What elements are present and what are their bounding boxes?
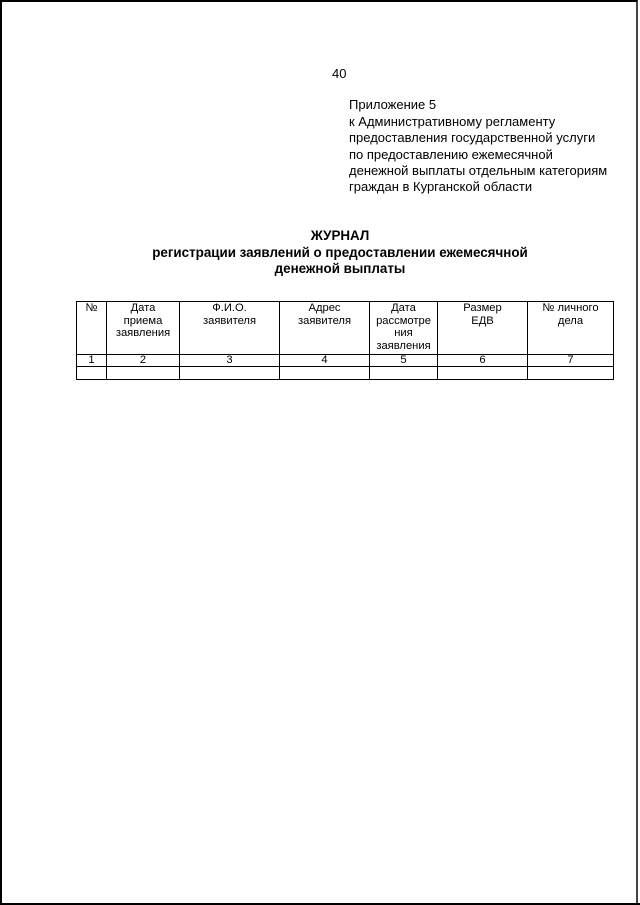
col-header-number: № (77, 302, 107, 355)
empty-cell (438, 367, 528, 380)
empty-cell (180, 367, 280, 380)
col-header-review-date: Дата рассмотре ния заявления (370, 302, 438, 355)
table-header-row (77, 302, 614, 355)
appendix-block (349, 97, 607, 195)
journal-title: ЖУРНАЛ (310, 228, 370, 243)
table-empty-row (77, 367, 614, 380)
appendix-line: граждан в Курганской области (349, 179, 533, 195)
col-header-payment-amount: Размер ЕДВ (438, 302, 528, 355)
column-number: 5 (370, 355, 438, 367)
col-header-applicant-address: Адрес заявителя (280, 302, 370, 355)
column-number: 1 (77, 355, 107, 367)
col-header-applicant-name: Ф.И.О. заявителя (180, 302, 280, 355)
registration-table (76, 301, 614, 380)
empty-cell (528, 367, 614, 380)
column-number: 3 (180, 355, 280, 367)
page-number: 40 (332, 66, 347, 81)
column-number: 4 (280, 355, 370, 367)
column-number: 2 (107, 355, 180, 367)
column-number: 6 (438, 355, 528, 367)
empty-cell (280, 367, 370, 380)
empty-cell (370, 367, 438, 380)
col-header-date-received: Дата приема заявления (107, 302, 180, 355)
appendix-line: предоставления государственной услуги (349, 130, 596, 146)
appendix-line: денежной выплаты отдельным категориям (349, 162, 608, 178)
journal-subtitle-line: регистрации заявлений о предоставлении ежемесячной (152, 245, 528, 260)
empty-cell (77, 367, 107, 380)
empty-cell (107, 367, 180, 380)
column-number: 7 (528, 355, 614, 367)
appendix-title: Приложение 5 (349, 97, 437, 112)
appendix-line: по предоставлению ежемесячной (349, 146, 553, 162)
table-number-row (77, 355, 614, 367)
journal-subtitle-line: денежной выплаты (274, 260, 406, 276)
appendix-line: к Административному регламенту (349, 114, 556, 130)
journal-subtitle (0, 245, 640, 276)
col-header-personal-file: № личного дела (528, 302, 614, 355)
